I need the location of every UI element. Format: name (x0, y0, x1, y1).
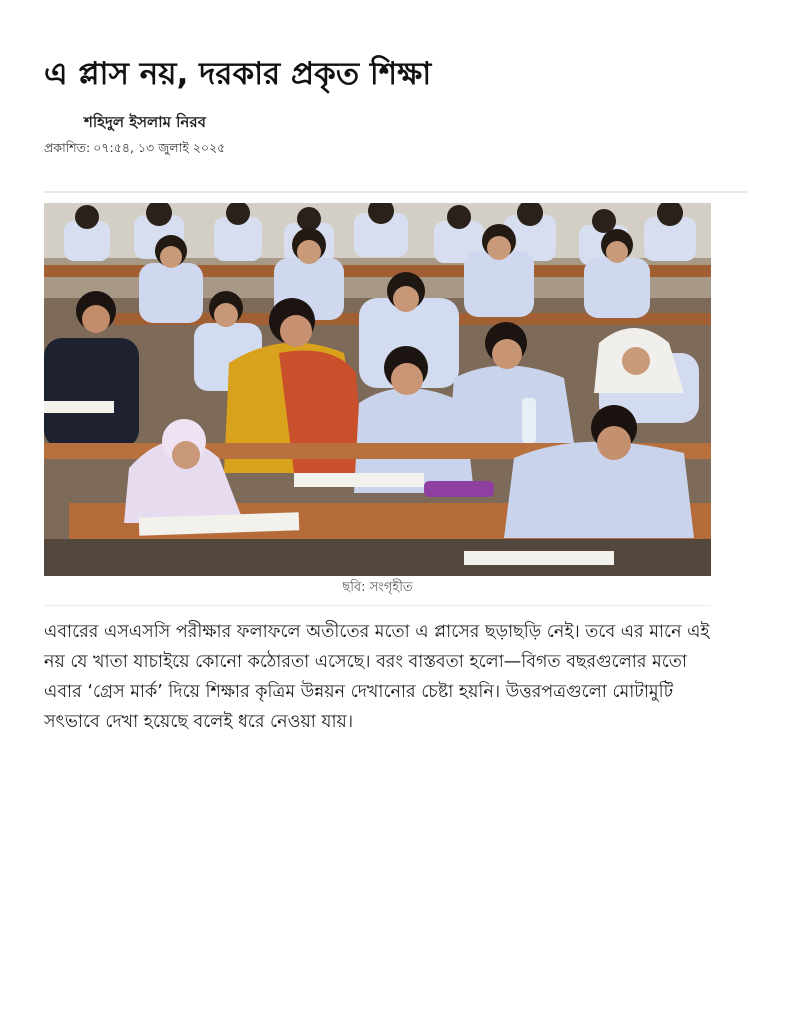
author-byline (44, 110, 206, 134)
image-caption: ছবি: সংগৃহীত (342, 580, 413, 595)
published-time: ০৭:৫৪, ১৩ জুলাই ২০২৫ (93, 140, 226, 155)
article-photo[interactable] (44, 203, 711, 576)
author-name[interactable]: শহিদুল ইসলাম নিরব (84, 113, 206, 131)
author-avatar-placeholder (44, 112, 84, 132)
published-label: প্রকাশিত: (44, 140, 91, 155)
caption-divider (44, 605, 711, 606)
article-body: এবারের এসএসসি পরীক্ষার ফলাফলে অতীতের মতো এ প্লাসের ছড়াছড়ি নেই। তবে এর মানে এই নয় যে খাতা যাচাইয়ে কোনো কঠোরতা এসেছে। বরং বাস্তবতা হলো—বিগত বছরগুলোর মতো এবার ‘গ্রেস মার্ক’ দিয়ে শিক্ষার কৃত্রিম উন্নয়ন দেখানোর চেষ্টা হয়নি। উত্তরপত্রগুলো মোটামুটি সৎভাবে দেখা হয়েছে বলেই ধরে নেওয়া যায়। (44, 622, 710, 732)
publish-info (44, 139, 225, 157)
exam-hall-photo-illustration (44, 203, 711, 576)
article-headline: এ প্লাস নয়, দরকার প্রকৃত শিক্ষা (44, 56, 432, 92)
header-divider (44, 191, 747, 193)
